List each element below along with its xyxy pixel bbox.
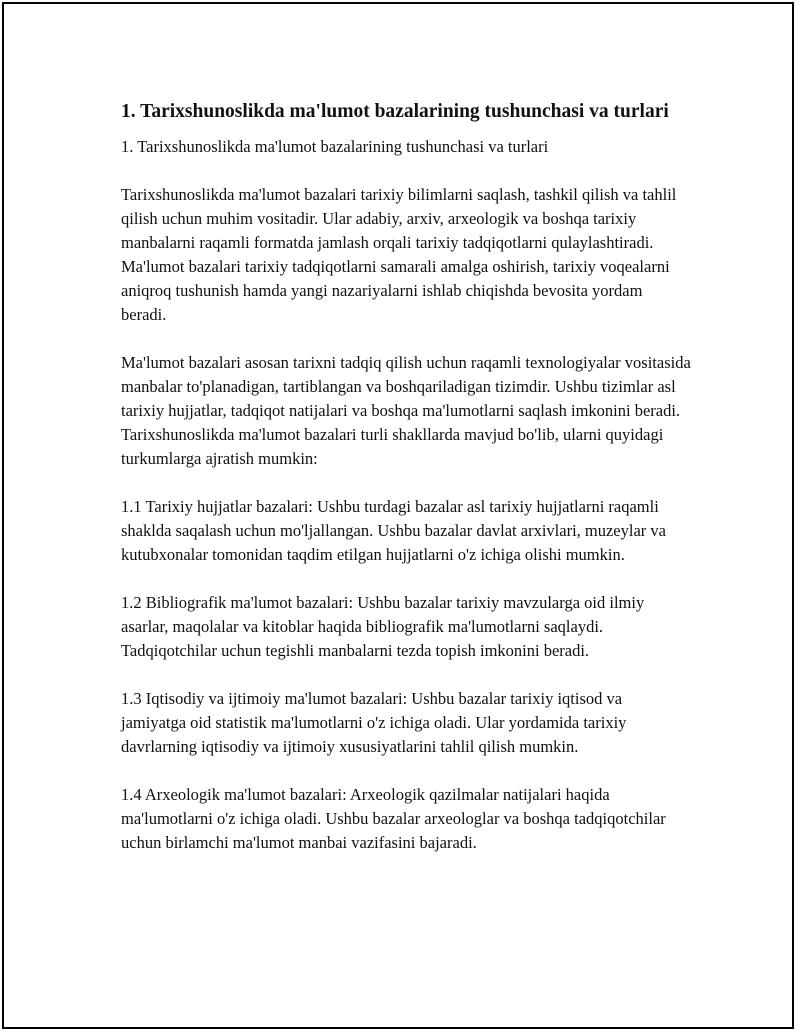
paragraph-economic-social: 1.3 Iqtisodiy va ijtimoiy ma'lumot bazalari: Ushbu bazalar tarixiy iqtisod va jamiyatga oid statistik ma'lumotlarni o'z ichiga oladi. Ular yordamida tarixiy davrlarning iqtisodiy va ijtimoiy xususiyatlarini tahlil qilish mumkin. — [121, 689, 627, 756]
section-heading: 1. Tarixshunoslikda ma'lumot bazalarining tushunchasi va turlari — [121, 137, 549, 156]
paragraph-historical-documents: 1.1 Tarixiy hujjatlar bazalari: Ushbu turdagi bazalar asl tarixiy hujjatlarni raqamli shaklda saqalash uchun mo'ljallangan. Ushbu bazalar davlat arxivlari, muzeylar va kutubxonalar tomonidan taqdim etilgan hujjatlarni o'z ichiga olishi mumkin. — [121, 497, 666, 564]
paragraph-archaeological: 1.4 Arxeologik ma'lumot bazalari: Arxeologik qazilmalar natijalari haqida ma'lumotlarni o'z ichiga oladi. Ushbu bazalar arxeologlar va boshqa tadqiqotchilar uchun birlamchi ma'lumot manbai vazifasini bajaradi. — [121, 785, 666, 852]
paragraph-definition: Ma'lumot bazalari asosan tarixni tadqiq qilish uchun raqamli texnologiyalar vositasida manbalar to'planadigan, tartiblangan va boshqariladigan tizimdir. Ushbu tizimlar asl tarixiy hujjatlar, tadqiqot natijalari va boshqa ma'lumotlarni saqlash imkonini beradi. Tarixshunoslikda ma'lumot bazalari turli shakllarda mavjud bo'lib, ularni quyidagi turkumlarga ajratish mumkin: — [121, 353, 691, 468]
document-title: 1. Tarixshunoslikda ma'lumot bazalarining tushunchasi va turlari — [121, 101, 669, 122]
paragraph-bibliographic: 1.2 Bibliografik ma'lumot bazalari: Ushbu bazalar tarixiy mavzularga oid ilmiy asarlar, maqolalar va kitoblar haqida bibliografik ma'lumotlarni saqlaydi. Tadqiqotchilar uchun tegishli manbalarni tezda topish imkonini beradi. — [121, 593, 645, 660]
paragraph-intro: Tarixshunoslikda ma'lumot bazalari tarixiy bilimlarni saqlash, tashkil qilish va tahlil qilish uchun muhim vositadir. Ular adabiy, arxiv, arxeologik va boshqa tarixiy manbalarni raqamli formatda jamlash orqali tarixiy tadqiqotlarni qulaylashtiradi. Ma'lumot bazalari tarixiy tadqiqotlarni samarali amalga oshirish, tarixiy voqealarni aniqroq tushunish hamda yangi nazariyalarni ishlab chiqishda bevosita yordam beradi. — [121, 185, 677, 324]
document-body — [121, 99, 691, 879]
page-frame — [2, 2, 794, 1029]
